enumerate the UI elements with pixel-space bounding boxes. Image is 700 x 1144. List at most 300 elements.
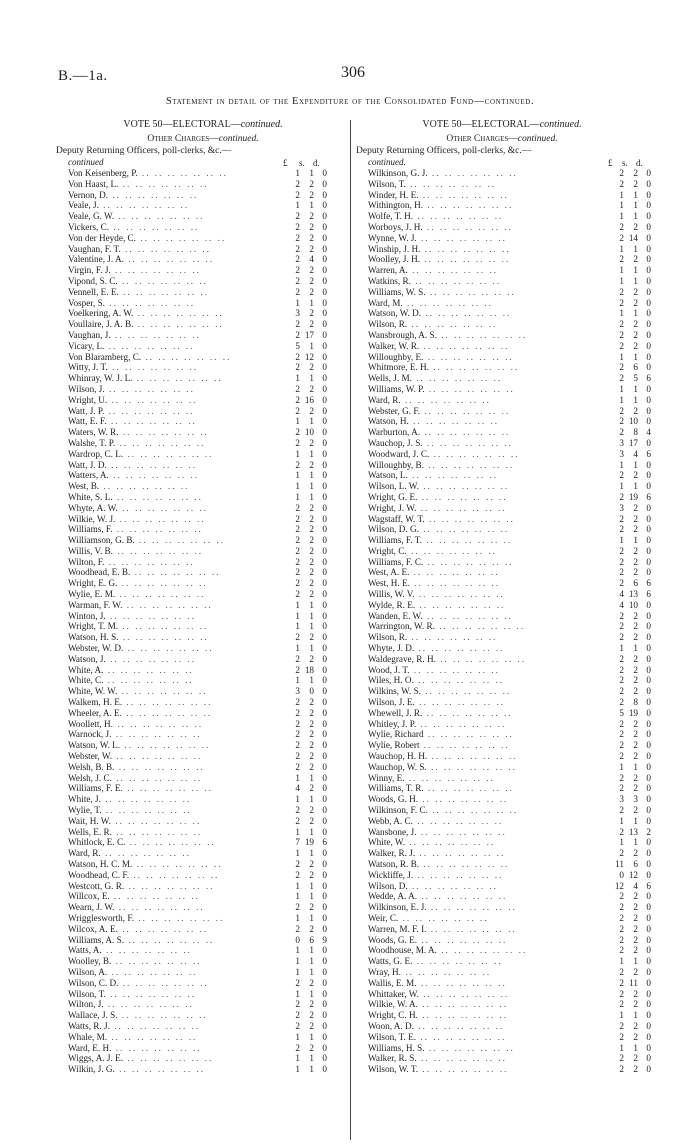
payee-name: Wiggs, A. J. E. .. .. .. .. .. .. .. [68,1053,214,1064]
table-row [356,524,651,535]
amount-shillings: 2 [309,859,314,869]
amount-pounds: 2 [619,783,624,794]
table-row [56,449,327,460]
amount-shillings: 1 [633,383,638,394]
amount-pounds: 2 [619,977,624,988]
payee-name: Wilson, C. D. .. .. .. .. .. .. .. [68,977,209,988]
table-row [56,751,327,762]
amount-pounds: 1 [295,200,300,211]
table-row [356,1043,651,1054]
payee-name: Wait, H. W. .. .. .. .. .. .. .. [68,815,202,826]
amount-pounds: 2 [295,329,300,340]
payee-name: Wedde, A. A. .. .. .. .. .. .. .. [368,891,508,902]
amount-shillings: 2 [309,1020,314,1031]
table-row [56,567,327,578]
amount-pence: 0 [322,1064,327,1075]
amount-shillings: 2 [633,513,638,524]
amount-pence: 0 [322,902,327,913]
payee-name: Webb, A. C. .. .. .. .. .. .. .. [368,815,504,826]
amount-pence: 0 [322,232,327,243]
amount-pence: 0 [322,912,327,923]
table-row [56,578,327,589]
amount-pounds: 2 [295,319,300,330]
amount-pounds: 1 [619,275,624,286]
amount-pounds: 2 [295,265,300,276]
payee-name: Wright, G. E. .. .. .. .. .. .. .. [368,491,508,502]
payee-name: Withington, H. .. .. .. .. .. .. .. [368,200,514,211]
payee-name: Wilson, T. E. .. .. .. .. .. .. .. [368,1031,507,1042]
amount-pounds: 2 [619,1064,624,1075]
payee-name: Wilkinson, E. J. .. .. .. .. .. .. .. [368,902,517,913]
amount-shillings: 2 [633,902,638,913]
payee-name: Wylde, R. E. .. .. .. .. .. .. .. [368,599,506,610]
amount-pence: 0 [646,664,651,675]
amount-pounds: 2 [619,178,624,189]
right-entries [356,168,651,1075]
payee-name: White, S. L. .. .. .. .. .. .. .. [68,491,203,502]
payee-name: Westcott, G. R. .. .. .. .. .. .. .. [68,880,215,891]
amount-pounds: 4 [295,783,300,794]
payee-name: Vaughan, F. T. .. .. .. .. .. .. .. [68,243,212,254]
amount-shillings: 19 [304,837,314,848]
amount-pence: 0 [322,265,327,276]
amount-pounds: 1 [619,1010,624,1021]
amount-pence: 0 [322,848,327,859]
table-row [56,341,327,352]
payee-name: Wilkin, J. G. .. .. .. .. .. .. .. [68,1064,206,1075]
table-row [56,1021,327,1032]
table-row [56,308,327,319]
payee-name: Walker, R. J. .. .. .. .. .. .. .. [368,848,506,859]
payee-name: Wilson, J. E. .. .. .. .. .. .. .. [368,697,506,708]
amount-pence: 0 [322,783,327,794]
amount-shillings: 2 [633,545,638,556]
payee-name: Warrington, W. R. .. .. .. .. .. .. .. [368,621,526,632]
table-row [356,805,651,816]
payee-name: Vernon, D. .. .. .. .. .. .. .. [68,189,199,200]
amount-pounds: 1 [295,297,300,308]
table-row [56,168,327,179]
amount-pence: 0 [322,718,327,729]
amount-shillings: 1 [309,1064,314,1075]
amount-shillings: 1 [633,815,638,826]
amount-pence: 0 [646,556,651,567]
amount-pence: 0 [646,168,651,178]
amount-pence: 0 [322,200,327,211]
amount-pounds: 5 [619,707,624,718]
amount-pounds: 1 [295,826,300,837]
amount-shillings: 6 [633,578,638,589]
amount-shillings: 1 [633,308,638,319]
table-row [356,967,651,978]
amount-shillings: 2 [633,966,638,977]
amount-shillings: 2 [309,761,314,772]
amount-pence: 0 [322,308,327,319]
payee-name: Walker, W. R. .. .. .. .. .. .. .. [368,340,510,351]
amount-pence: 0 [646,1064,651,1075]
table-row [356,621,651,632]
amount-pence: 6 [646,880,651,891]
amount-pounds: 2 [619,362,624,373]
amount-pounds: 1 [295,599,300,610]
amount-pence: 0 [646,891,651,902]
payee-name: Veale, G. W. .. .. .. .. .. .. .. [68,211,205,222]
amount-pounds: 1 [295,643,300,654]
table-row [356,956,651,967]
payee-name: Wright, C. H. .. .. .. .. .. .. .. [368,1010,509,1021]
table-row [356,492,651,503]
pence-header: d. [313,158,320,168]
amount-shillings: 2 [309,1042,314,1053]
amount-pounds: 2 [619,912,624,923]
amount-pence: 0 [322,491,327,502]
amount-pounds: 1 [619,265,624,276]
payee-name: Worboys, J. H. .. .. .. .. .. .. .. [368,221,513,232]
table-row [356,891,651,902]
amount-pounds: 1 [295,373,300,384]
table-row [356,395,651,406]
amount-pence: 0 [646,859,651,869]
amount-pence: 0 [646,221,651,232]
amount-pence: 0 [322,437,327,448]
amount-shillings: 1 [633,1010,638,1021]
amount-shillings: 1 [309,945,314,956]
amount-pence: 0 [322,1020,327,1031]
amount-shillings: 2 [309,524,314,535]
table-row [356,449,651,460]
table-row [356,686,651,697]
amount-pence: 0 [646,362,651,373]
payee-name: Wilkins, W. S. .. .. .. .. .. .. .. [368,686,512,697]
amount-shillings: 4 [633,880,638,891]
amount-shillings: 2 [633,286,638,297]
amount-pence: 0 [322,286,327,297]
payee-name: Wilson, R. .. .. .. .. .. .. .. [368,632,498,643]
table-row [356,935,651,946]
table-row [356,567,651,578]
table-row [356,751,651,762]
payee-name: Wood, J. T. .. .. .. .. .. .. .. [368,664,500,675]
amount-shillings: 1 [633,394,638,405]
amount-shillings: 2 [309,902,314,913]
payee-name: Wilson, T. .. .. .. .. .. .. .. [68,988,197,999]
amount-pounds: 2 [619,491,624,502]
amount-pounds: 1 [295,988,300,999]
payee-name: Wylie, Richard .. .. .. .. .. .. .. [368,729,514,740]
amount-shillings: 1 [633,1042,638,1053]
payee-name: Woods, G. H. .. .. .. .. .. .. .. [368,794,509,805]
amount-pence: 0 [646,502,651,513]
table-row [356,989,651,1000]
amount-pence: 0 [322,664,327,675]
table-row [56,837,327,848]
payee-name: Wilson, J. .. .. .. .. .. .. .. [68,383,195,394]
amount-pounds: 1 [619,643,624,654]
payee-name: Voullaire, J. A. B. .. .. .. .. .. .. .. [68,319,224,330]
amount-pence: 0 [646,524,651,535]
payee-name: Williams, A. S. .. .. .. .. .. .. .. [68,934,215,945]
deputy-continued-right: continued. [368,157,406,167]
amount-pounds: 3 [619,794,624,805]
amount-pence: 0 [646,286,651,297]
table-row [56,621,327,632]
amount-pounds: 1 [619,1042,624,1053]
amount-pounds: 7 [295,837,300,848]
payee-name: Wilton, F. .. .. .. .. .. .. .. [68,556,195,567]
table-row [356,168,651,179]
table-row [356,373,651,384]
payee-name: Wilkinson, G. J. .. .. .. .. .. .. .. [368,168,518,178]
payee-name: West, H. E. .. .. .. .. .. .. .. [368,578,501,589]
amount-shillings: 1 [309,1053,314,1064]
amount-pounds: 2 [295,589,300,600]
amount-pounds: 2 [295,437,300,448]
amount-shillings: 2 [309,567,314,578]
amount-shillings: 2 [309,275,314,286]
amount-shillings: 2 [309,740,314,751]
payee-name: Wright, J. W. .. .. .. .. .. .. .. [368,502,507,513]
table-row [356,535,651,546]
table-row [56,989,327,1000]
amount-pounds: 2 [619,545,624,556]
amount-shillings: 1 [633,351,638,362]
amount-pence: 0 [646,416,651,427]
amount-shillings: 2 [309,869,314,880]
table-row [56,740,327,751]
amount-pence: 4 [646,427,651,438]
table-row [56,881,327,892]
amount-pence: 0 [646,848,651,859]
amount-pounds: 2 [619,1053,624,1064]
amount-pence: 6 [646,448,651,459]
table-row [56,902,327,913]
table-row [56,395,327,406]
amount-shillings: 2 [309,783,314,794]
amount-pounds: 2 [619,966,624,977]
amount-pounds: 2 [295,513,300,524]
table-row [356,190,651,201]
amount-pounds: 1 [295,448,300,459]
amount-pounds: 2 [619,232,624,243]
amount-pounds: 2 [295,189,300,200]
payee-name: Wansbone, J. .. .. .. .. .. .. .. [368,826,507,837]
amount-pence: 0 [322,567,327,578]
amount-shillings: 6 [633,362,638,373]
amount-pence: 0 [322,740,327,751]
amount-shillings: 2 [633,912,638,923]
amount-pence: 0 [646,254,651,265]
payee-name: Wearn, J. W. .. .. .. .. .. .. .. [68,902,205,913]
table-row [56,762,327,773]
amount-pounds: 1 [619,837,624,848]
payee-name: Wilson, A. .. .. .. .. .. .. .. [68,966,198,977]
amount-pence: 0 [322,988,327,999]
table-row [356,233,651,244]
payee-name: Williams, F. C. .. .. .. .. .. .. .. [368,556,514,567]
table-row [356,362,651,373]
amount-shillings: 2 [309,513,314,524]
payee-name: Wardrop, C. L. .. .. .. .. .. .. .. [68,448,214,459]
amount-pounds: 2 [295,275,300,286]
amount-shillings: 2 [309,211,314,222]
amount-pounds: 1 [619,383,624,394]
payee-name: Welsh, J. C. .. .. .. .. .. .. .. [68,772,203,783]
payee-name: Woodhead, E. B. .. .. .. .. .. .. .. [68,567,221,578]
table-row [356,470,651,481]
table-row [56,935,327,946]
payee-name: Wilkie, W. A. .. .. .. .. .. .. .. [368,999,509,1010]
table-row [356,179,651,190]
payee-name: Willis, V. B. .. .. .. .. .. .. .. [68,545,204,556]
amount-pence: 0 [646,729,651,740]
table-row [56,783,327,794]
amount-pounds: 1 [295,610,300,621]
amount-pounds: 1 [619,243,624,254]
amount-pounds: 2 [619,675,624,686]
table-row [56,848,327,859]
amount-pounds: 2 [295,859,300,869]
amount-shillings: 1 [309,988,314,999]
amount-pounds: 2 [295,211,300,222]
amount-shillings: 19 [628,491,638,502]
table-row [356,416,651,427]
table-row [56,470,327,481]
table-row [56,503,327,514]
amount-pence: 0 [322,653,327,664]
table-row [56,729,327,740]
amount-pence: 0 [322,470,327,481]
amount-shillings: 2 [633,923,638,934]
amount-shillings: 2 [309,405,314,416]
table-row [356,1021,651,1032]
amount-pence: 0 [322,275,327,286]
amount-shillings: 1 [309,599,314,610]
table-row [356,265,651,276]
amount-pence: 0 [322,221,327,232]
amount-shillings: 1 [309,340,314,351]
payee-name: Wallis, E. M. .. .. .. .. .. .. .. [368,977,507,988]
amount-pence: 0 [646,1042,651,1053]
amount-pence: 0 [322,524,327,535]
amount-pence: 0 [646,988,651,999]
amount-pounds: 2 [295,351,300,362]
amount-pence: 0 [322,383,327,394]
payee-name: Whinray, W. J. L. .. .. .. .. .. .. .. [68,373,223,384]
amount-pounds: 2 [295,254,300,265]
deputy-continued-left: continued [68,157,104,167]
table-row [356,503,651,514]
table-row [356,298,651,309]
payee-name: Whitley, J. P. .. .. .. .. .. .. .. [368,718,507,729]
table-row [356,848,651,859]
amount-shillings: 2 [633,751,638,762]
table-row [56,330,327,341]
payee-name: Wheeler, A. E. .. .. .. .. .. .. .. [68,707,213,718]
amount-pounds: 2 [619,416,624,427]
table-row [56,179,327,190]
amount-shillings: 2 [309,977,314,988]
payee-name: Warburton, A. .. .. .. .. .. .. .. [368,427,511,438]
amount-pence: 0 [646,275,651,286]
amount-pounds: 2 [619,470,624,481]
amount-pence: 0 [322,945,327,956]
amount-shillings: 10 [304,427,314,438]
amount-pence: 0 [646,1020,651,1031]
deputy-heading-left: Deputy Returning Officers, poll-clerks, &c.— [56,146,232,156]
table-row [356,978,651,989]
table-row [56,978,327,989]
payee-name: White, C. .. .. .. .. .. .. .. [68,675,194,686]
amount-shillings: 4 [633,448,638,459]
payee-name: Whitlock, E. C. .. .. .. .. .. .. .. [68,837,216,848]
table-row [56,298,327,309]
table-row [356,859,651,870]
table-row [356,870,651,881]
payee-name: Watson, H. .. .. .. .. .. .. .. [368,416,500,427]
amount-pounds: 2 [619,686,624,697]
table-row [56,924,327,935]
amount-shillings: 17 [628,437,638,448]
amount-shillings: 2 [309,653,314,664]
payee-name: Ward, R. .. .. .. .. .. .. .. [368,394,491,405]
amount-pence: 0 [646,1031,651,1042]
amount-pence: 0 [646,459,651,470]
table-row [56,244,327,255]
amount-pounds: 2 [619,805,624,816]
payee-name: West, B. .. .. .. .. .. .. .. [68,481,190,492]
amount-pence: 6 [646,578,651,589]
table-row [56,319,327,330]
table-row [56,514,327,525]
amount-shillings: 2 [309,697,314,708]
amount-pence: 0 [322,427,327,438]
amount-pounds: 2 [619,286,624,297]
amount-pounds: 2 [619,632,624,643]
payee-name: Wanden, E. W. .. .. .. .. .. .. .. [368,610,513,621]
payee-name: Wiles, H. O. .. .. .. .. .. .. .. [368,675,505,686]
amount-shillings: 2 [633,848,638,859]
payee-name: Watson, W. L. .. .. .. .. .. .. .. [68,740,211,751]
amount-shillings: 2 [633,675,638,686]
amount-pence: 0 [322,751,327,762]
table-row [356,762,651,773]
payee-name: Wauchop, W. S. .. .. .. .. .. .. .. [368,761,517,772]
amount-pence: 0 [322,729,327,740]
table-row [356,697,651,708]
table-row [356,514,651,525]
amount-pence: 0 [322,761,327,772]
vote-heading-right: VOTE 50—ELECTORAL—continued. [422,119,582,130]
amount-pence: 0 [322,686,327,697]
payee-name: Watts, G. E. .. .. .. .. .. .. .. [368,956,503,967]
amount-pounds: 2 [295,751,300,762]
amount-pence: 0 [646,567,651,578]
table-row [56,773,327,784]
payee-name: Whewell, J. R. .. .. .. .. .. .. .. [368,707,513,718]
amount-pounds: 3 [619,448,624,459]
amount-pounds: 2 [619,891,624,902]
table-row [56,190,327,201]
payee-name: Warren, M. F. I. .. .. .. .. .. .. .. [368,923,517,934]
payee-name: Wright, U. .. .. .. .. .. .. .. [68,394,198,405]
amount-shillings: 1 [309,891,314,902]
amount-shillings: 2 [309,178,314,189]
table-row [56,362,327,373]
payee-name: Watt, E. F. .. .. .. .. .. .. .. [68,416,197,427]
table-row [356,546,651,557]
amount-pounds: 2 [295,664,300,675]
amount-pounds: 2 [619,610,624,621]
